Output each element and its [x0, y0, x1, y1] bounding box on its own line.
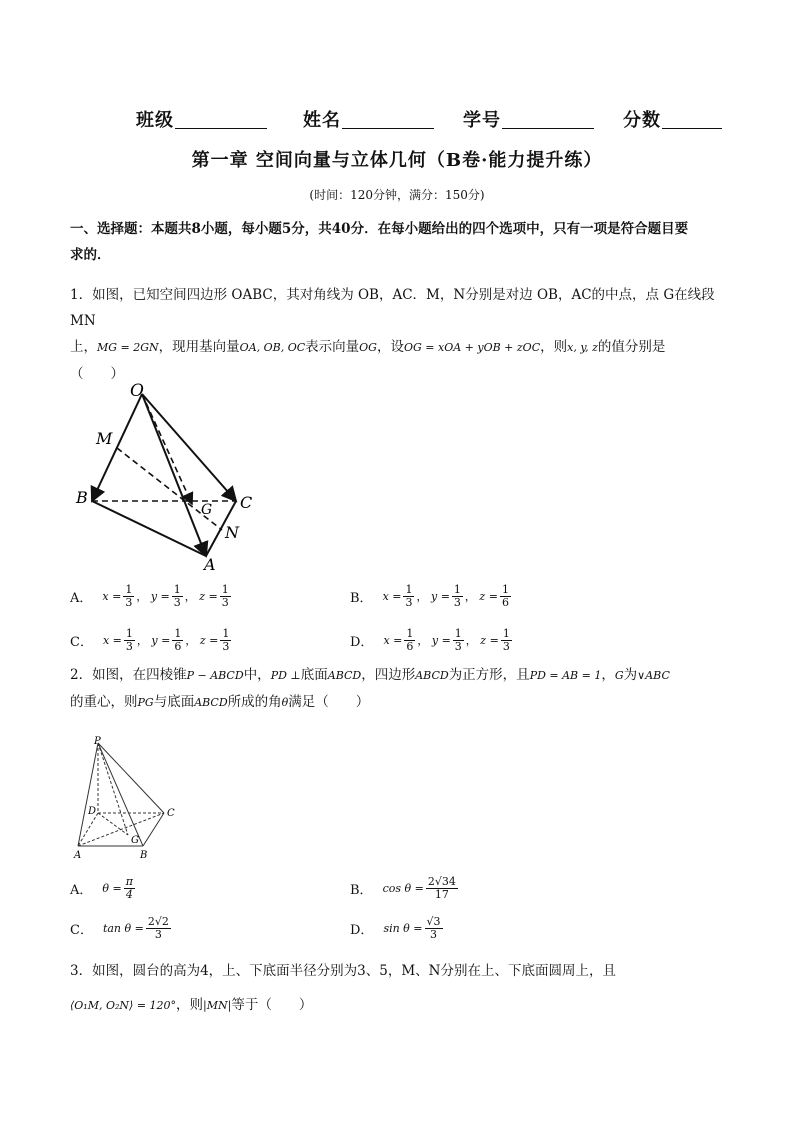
q1-option-a[interactable]: A． x = $\frac{1}{3}$ ， y = $\frac{1}{3}$ ， z = $\frac{1}{3}$: [70, 582, 229, 609]
option-a-z: $\frac{1}{3}$: [221, 582, 229, 609]
option-letter: B．: [350, 882, 373, 898]
q3-stem-line2: [70, 992, 730, 1019]
q3-stem-line1: 3．如图，圆台的高为4，上、下底面半径分别为3、5，M、N分别在上、下底面圆周上，且: [70, 963, 616, 979]
q2-stem-line1: [70, 662, 730, 689]
q1-text: 的值分别是: [597, 339, 666, 355]
option-c-z: $\frac{1}{3}$: [222, 626, 230, 653]
q2-formula: ABCD: [327, 669, 362, 682]
student-id-label: 学号: [463, 110, 501, 131]
q1-text: 表示向量: [305, 339, 360, 355]
q2-text: 满足（ ）: [288, 694, 370, 710]
q2-formula: θ: [281, 696, 289, 709]
q3-formula-angle: ⟨O₁M, O₂N⟩ = 120°: [70, 999, 177, 1012]
option-b-y: $\frac{1}{3}$: [453, 582, 461, 609]
edge-pb: [98, 743, 143, 846]
q3-formula-mn: |MN|: [203, 999, 232, 1012]
question-3: [70, 958, 730, 1019]
option-letter: A．: [70, 882, 93, 898]
info-header: [0, 106, 794, 132]
student-id-blank: [502, 128, 594, 129]
q1-text: 上，: [70, 339, 97, 355]
q3-text: ，则: [176, 997, 204, 1013]
option-letter: A．: [70, 590, 93, 606]
option-d-y: $\frac{1}{3}$: [454, 626, 462, 653]
q1-text: ，设: [376, 339, 404, 355]
option-letter: D．: [350, 922, 374, 938]
q2-option-a[interactable]: [70, 870, 350, 906]
segment-dg: [98, 813, 128, 835]
q2-text: 2．如图，在四棱锥: [70, 667, 187, 683]
option-lhs: θ =: [102, 881, 122, 895]
q1-formula-og: OG: [359, 341, 377, 354]
q2-formula: PD = AB = 1: [529, 669, 602, 682]
section-heading-line1: 一、选择题：本题共8小题，每小题5分，共40分．在每小题给出的四个选项中，只有一项是符合题目要: [70, 221, 689, 237]
option-b-x: $\frac{1}{3}$: [405, 582, 413, 609]
q2-text: 为: [623, 667, 638, 683]
option-letter: C．: [70, 922, 93, 938]
option-lhs: cos θ =: [382, 881, 424, 895]
q2-text: 的重心，则: [70, 694, 138, 710]
edge-ba: [92, 501, 206, 556]
label-b: B: [140, 850, 148, 861]
q2-formula: PG: [137, 696, 154, 709]
option-a-value: $\frac{\pi}{4}$: [125, 874, 133, 901]
q1-text: ，现用基向量: [158, 339, 240, 355]
q1-stem-line1: 1．如图，已知空间四边形 OABC，其对角线为 OB，AC．M，N分别是对边 OB，AC的中点，点 G在线段 MN: [70, 287, 715, 329]
class-label: 班级: [136, 110, 174, 131]
q1-formula-decomp: OG = xOA + yOB + zOC: [403, 341, 541, 354]
label-m: M: [96, 429, 113, 448]
question-1: [70, 282, 730, 387]
q1-formula-basis: OA, OB, OC: [239, 341, 306, 354]
q2-text: 与底面: [153, 694, 195, 710]
q2-formula: ABCD: [194, 696, 228, 709]
q1-formula-xyz: x, y, z: [567, 341, 598, 354]
q2-option-d[interactable]: [350, 910, 630, 946]
question-2: [70, 662, 730, 716]
edge-oc: [142, 394, 236, 501]
q2-text: ，四边形: [361, 667, 416, 683]
class-blank: [175, 128, 267, 129]
label-p: P: [94, 736, 101, 747]
option-b-z: $\frac{1}{6}$: [501, 582, 509, 609]
q1-answer-blank: （ ）: [70, 366, 124, 382]
option-d-z: $\frac{1}{3}$: [502, 626, 510, 653]
edge-bc: [143, 813, 164, 846]
q2-text: 中，: [243, 667, 271, 683]
q2-options: [70, 870, 730, 946]
option-letter: D．: [350, 634, 374, 650]
q2-text: ，: [601, 667, 615, 683]
edge-pc: [98, 743, 164, 813]
q1-option-d[interactable]: D． x = $\frac{1}{6}$ ， y = $\frac{1}{3}$ ， z = $\frac{1}{3}$: [350, 626, 510, 653]
page-title: 第一章 空间向量与立体几何（B卷·能力提升练）: [191, 150, 603, 171]
q2-formula: G: [614, 669, 624, 682]
name-label: 姓名: [303, 110, 341, 131]
q1-option-b[interactable]: B． x = $\frac{1}{3}$ ， y = $\frac{1}{3}$ ， z = $\frac{1}{6}$: [350, 582, 509, 609]
edge-pa: [78, 743, 98, 846]
q2-text: 底面: [300, 667, 328, 683]
label-a: A: [74, 850, 82, 861]
score-blank: [662, 128, 722, 129]
option-lhs: sin θ =: [383, 921, 423, 935]
option-d-x: $\frac{1}{6}$: [406, 626, 414, 653]
name-blank: [342, 128, 434, 129]
option-c-x: $\frac{1}{3}$: [125, 626, 133, 653]
option-c-y: $\frac{1}{6}$: [174, 626, 182, 653]
q2-stem-line2: [70, 689, 730, 716]
option-d-value: $\frac{√3}{3}$: [426, 914, 441, 941]
option-b-value: $\frac{2√34}{17}$: [427, 874, 456, 901]
label-n: N: [225, 523, 239, 542]
option-letter: C．: [70, 634, 93, 650]
section-heading-line2: 求的．: [70, 247, 111, 263]
q2-formula: P − ABCD: [186, 669, 244, 682]
label-c: C: [167, 808, 175, 819]
label-g: G: [131, 835, 139, 846]
q1-formula-mg: MG = 2GN: [97, 341, 159, 354]
option-a-x: $\frac{1}{3}$: [125, 582, 133, 609]
q1-text: ，则: [540, 339, 568, 355]
label-c: C: [240, 493, 253, 512]
q3-text: 等于（ ）: [231, 997, 313, 1013]
q2-option-c[interactable]: [70, 910, 350, 946]
q2-option-b[interactable]: [350, 870, 630, 906]
segment-pg: [98, 743, 128, 835]
option-lhs: tan θ =: [102, 921, 144, 935]
label-d: D: [88, 806, 97, 817]
option-c-value: $\frac{2√2}{3}$: [147, 914, 169, 941]
label-a: A: [204, 555, 216, 570]
label-g: G: [201, 502, 213, 518]
q2-formula: ∨ABC: [637, 669, 670, 682]
section-heading: [70, 216, 730, 268]
option-a-y: $\frac{1}{3}$: [173, 582, 181, 609]
q2-formula: PD ⊥: [270, 669, 301, 682]
label-o: O: [130, 381, 144, 401]
q2-formula: ABCD: [415, 669, 449, 682]
diagonal-ac: [78, 813, 164, 846]
q1-option-c[interactable]: C． x = $\frac{1}{3}$ ， y = $\frac{1}{6}$ ， z = $\frac{1}{3}$: [70, 626, 230, 653]
q2-text: 所成的角: [227, 694, 282, 710]
label-b: B: [76, 488, 88, 507]
page-subtitle: (时间：120分钟，满分：150分): [309, 188, 485, 202]
option-letter: B．: [350, 590, 373, 606]
q1-options: [70, 578, 730, 658]
q2-pyramid-figure: [70, 734, 190, 864]
q1-stem-line2: [70, 334, 730, 361]
q2-text: 为正方形，且: [448, 667, 530, 683]
score-label: 分数: [623, 110, 661, 131]
q1-tetrahedron-figure: [70, 380, 270, 570]
